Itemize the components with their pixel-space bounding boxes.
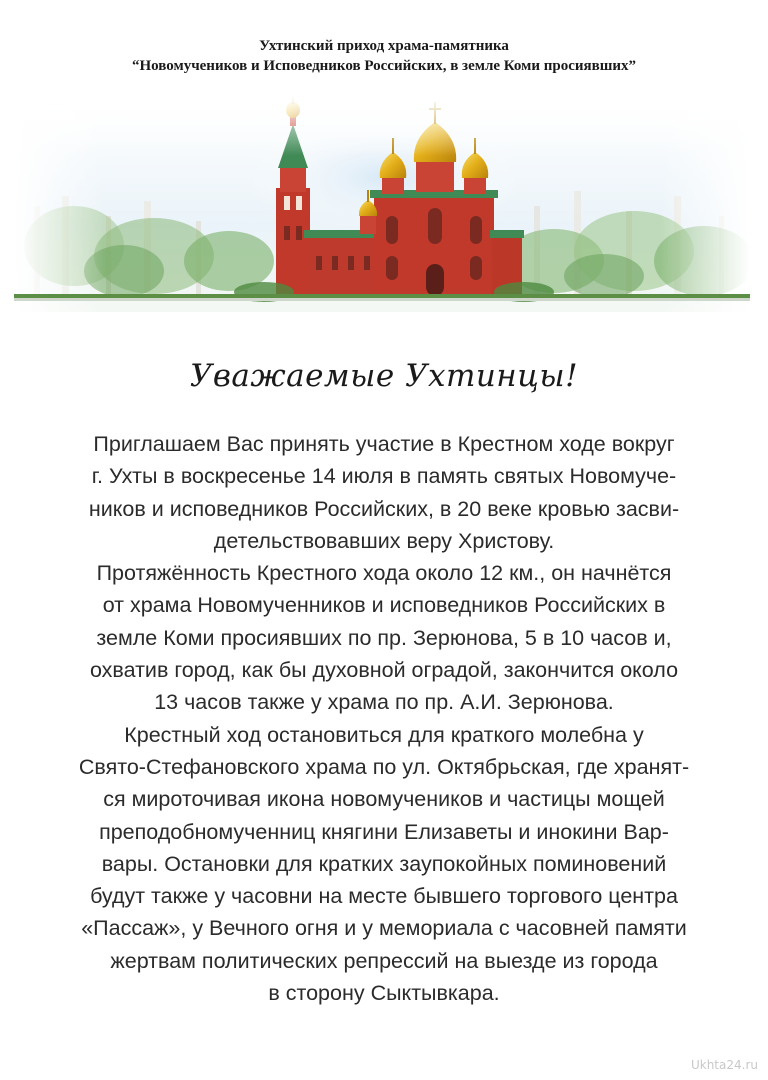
parish-header [0, 36, 768, 76]
text-line: Приглашаем Вас принять участие в Крестном ходе вокруг [93, 432, 675, 456]
parish-header-line1: Ухтинский приход храма-памятника [259, 38, 509, 54]
text-line: преподобномученниц княгини Елизаветы и инокини Вар- [99, 819, 669, 844]
text-line: ников и исповедников Российских, в 20 веке кровью засви- [88, 496, 680, 521]
text-line: «Пассаж», у Вечного огня и у мемориала с часовней памяти [81, 916, 687, 941]
text-line: земле Коми просиявших по пр. Зерюнова, 5 в 10 часов и, [96, 625, 672, 650]
greeting-title: Уважаемые Ухтинцы! [189, 358, 579, 394]
text-line: детельствовавших веру Христову. [213, 528, 555, 553]
text-line: вары. Остановки для кратких заупокойных поминовений [101, 851, 667, 876]
watermark: Ukhta24.ru [690, 1058, 758, 1072]
text-line: Протяжённость Крестного хода около 12 км., он начнётся [96, 561, 672, 586]
text-line: 13 часов также у храма по пр. А.И. Зерюнова. [154, 690, 614, 715]
church-banner-image [14, 96, 750, 312]
text-line: охватив город, как бы духовной оградой, закончится около [89, 658, 679, 683]
text-line: жертвам политических репрессий на выезде из города [110, 948, 658, 973]
parish-header-line2: “Новомучеников и Исповедников Российских, в земле Коми просиявших” [131, 58, 637, 74]
text-line: Крестный ход остановиться для краткого молебна у [124, 722, 644, 747]
text-line: г. Ухты в воскресенье 14 июля в память святых Новомуче- [91, 464, 677, 489]
text-line: в сторону Сыктывкара. [268, 981, 500, 1006]
text-line: ся мироточивая икона новомучеников и частицы мощей [103, 787, 665, 812]
text-line: Свято-Стефановского храма по ул. Октябрьская, где хранят- [78, 754, 690, 779]
invitation-text [32, 428, 736, 1009]
text-line: от храма Новомученников и исповедников Российских в [102, 593, 666, 618]
text-line: будут также у часовни на месте бывшего торгового центра [90, 884, 678, 909]
